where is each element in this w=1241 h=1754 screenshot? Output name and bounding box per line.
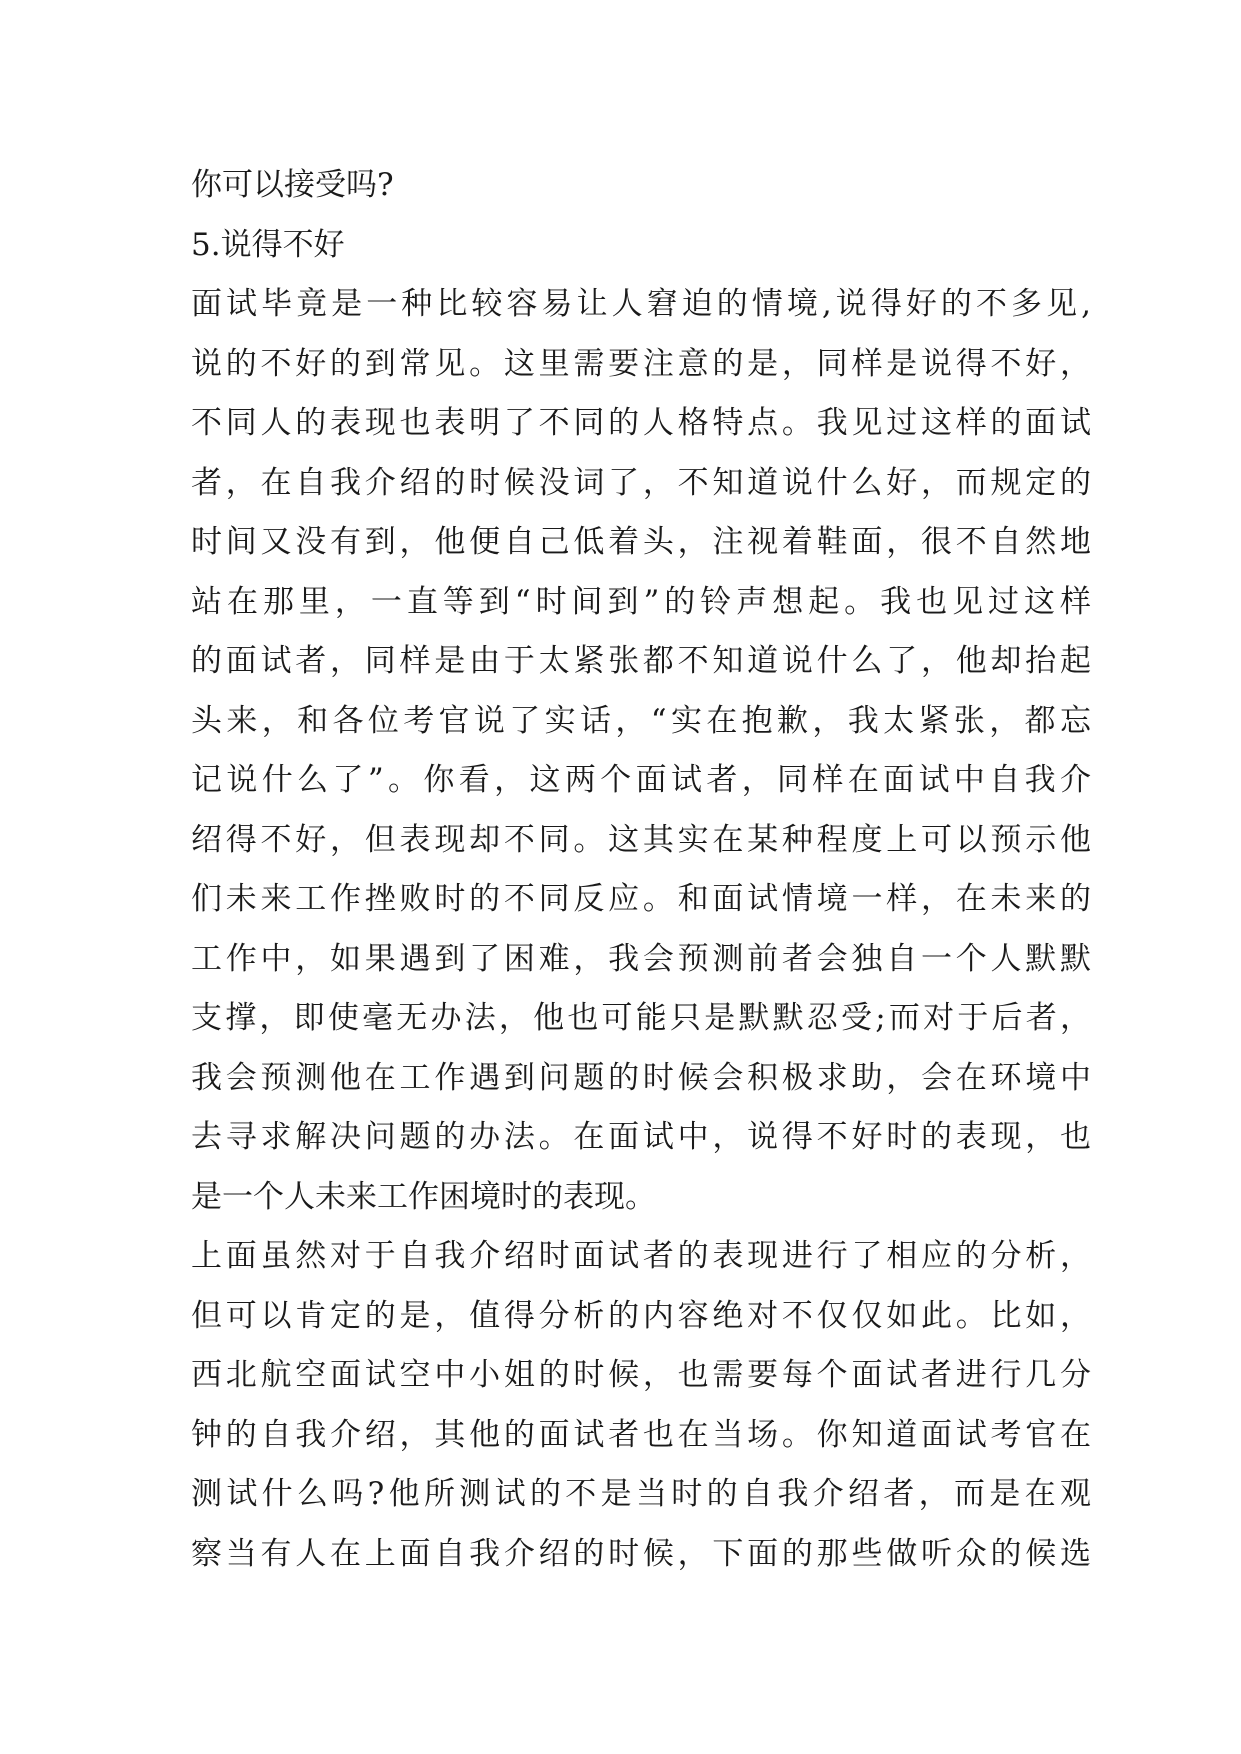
text-line: 站在那里，一直等到“时间到”的铃声想起。我也见过这样 [191,583,1091,620]
text-line: 支撑，即使毫无办法，他也可能只是默默忍受;而对于后者， [191,1000,1091,1036]
body-text [191,156,1091,1584]
text-line: 者，在自我介绍的时候没词了，不知道说什么好，而规定的 [191,464,1091,501]
text-line: 上面虽然对于自我介绍时面试者的表现进行了相应的分析， [191,1238,1091,1274]
text-line: 的面试者，同样是由于太紧张都不知道说什么了，他却抬起 [191,643,1091,679]
text-line: 5.说得不好 [191,226,345,263]
text-line: 说的不好的到常见。这里需要注意的是，同样是说得不好， [191,345,1091,382]
text-line: 绍得不好，但表现却不同。这其实在某种程度上可以预示他 [191,821,1091,858]
text-line: 测试什么吗?他所测试的不是当时的自我介绍者，而是在观 [191,1476,1091,1512]
text-line: 头来，和各位考官说了实话，“实在抱歉，我太紧张，都忘 [191,702,1091,739]
text-line: 去寻求解决问题的办法。在面试中，说得不好时的表现，也 [191,1119,1091,1155]
text-line: 西北航空面试空中小姐的时候，也需要每个面试者进行几分 [191,1357,1091,1393]
text-line: 是一个人未来工作困境时的表现。 [191,1178,656,1215]
text-line: 工作中，如果遇到了困难，我会预测前者会独自一个人默默 [191,940,1091,977]
text-line: 记说什么了”。你看，这两个面试者，同样在面试中自我介 [191,762,1091,798]
text-line: 察当有人在上面自我介绍的时候，下面的那些做听众的候选 [191,1535,1091,1572]
text-line: 钟的自我介绍，其他的面试者也在当场。你知道面试考官在 [191,1416,1091,1453]
text-line: 你可以接受吗? [191,167,394,203]
text-line: 我会预测他在工作遇到问题的时候会积极求助，会在环境中 [191,1059,1091,1096]
text-line: 不同人的表现也表明了不同的人格特点。我见过这样的面试 [191,405,1091,441]
text-line: 面试毕竟是一种比较容易让人窘迫的情境,说得好的不多见, [191,286,1091,322]
text-line: 时间又没有到，他便自己低着头，注视着鞋面，很不自然地 [191,524,1091,560]
text-line: 但可以肯定的是，值得分析的内容绝对不仅仅如此。比如， [191,1297,1091,1334]
text-line: 们未来工作挫败时的不同反应。和面试情境一样，在未来的 [191,881,1091,917]
